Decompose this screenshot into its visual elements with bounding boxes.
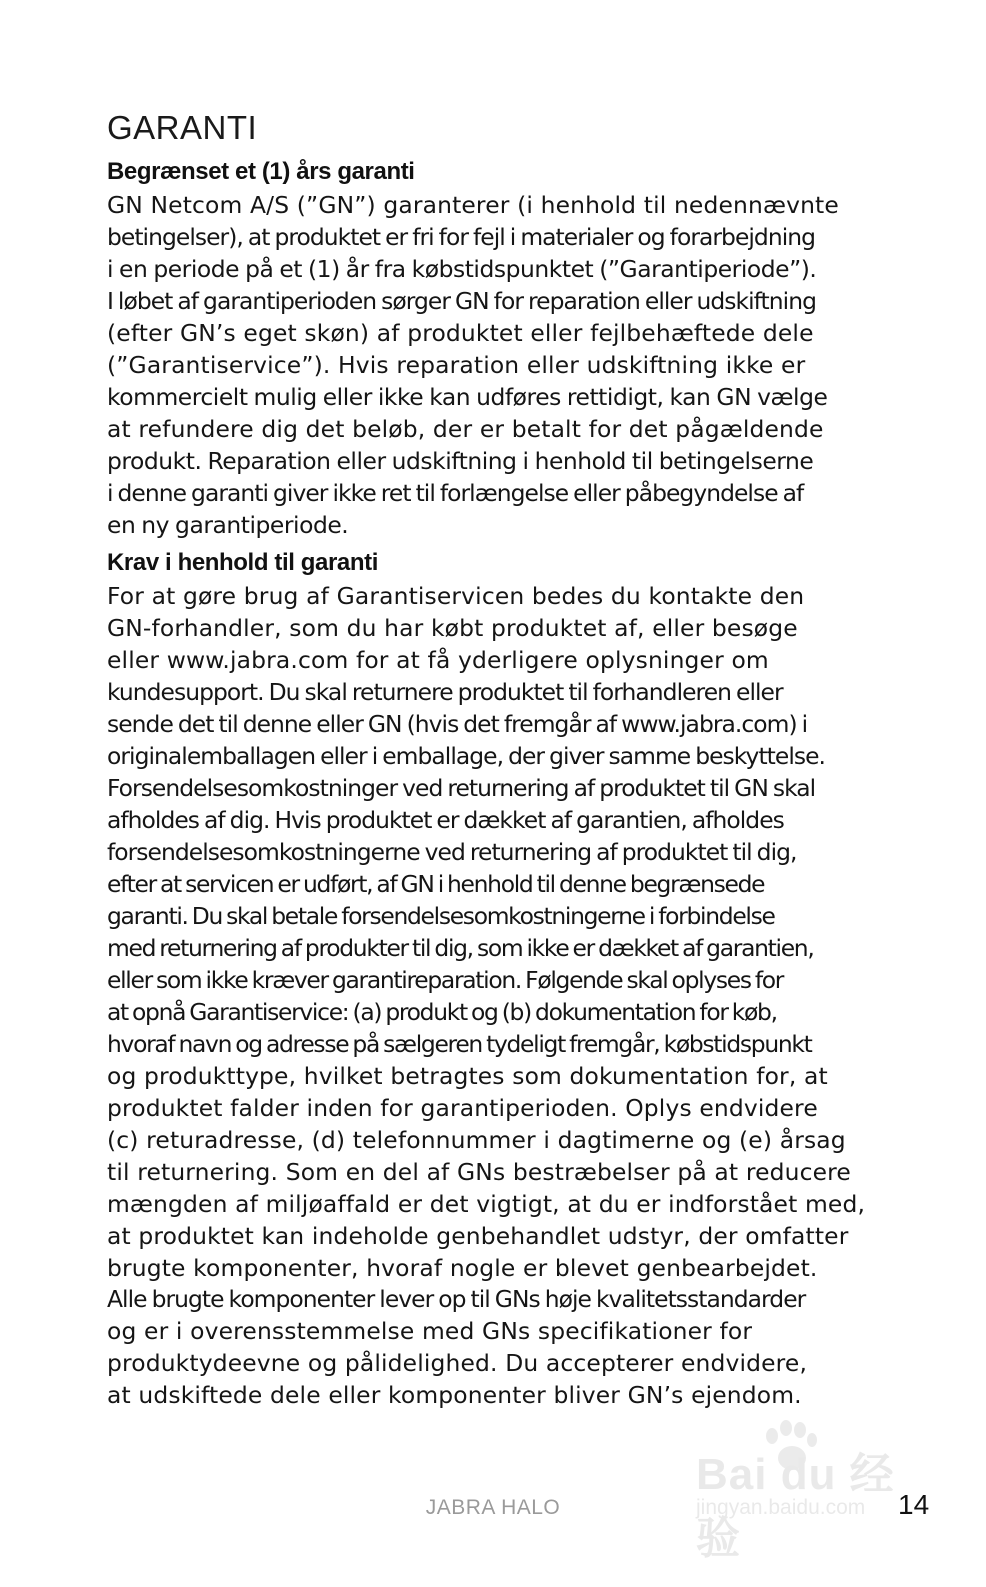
watermark-brand: Bai du 经验: [696, 1450, 895, 1563]
text-line: Alle brugte komponenter lever op til GNs høje kvalitetsstandarder: [107, 1285, 806, 1314]
text-line: og produkttype, hvilket betragtes som dokumentation for, at: [107, 1061, 828, 1090]
text-line: i en periode på et (1) år fra købstidspunktet (”Garantiperiode”).: [107, 254, 817, 283]
text-line: at opnå Garantiservice: (a) produkt og (b) dokumentation for køb,: [107, 997, 777, 1026]
paragraph-limited-warranty: [107, 190, 887, 541]
text-line: GN-forhandler, som du har købt produktet af, eller besøge: [107, 614, 798, 643]
text-line: Forsendelsesomkostninger ved returnering af produktet til GN skal: [107, 774, 816, 803]
text-line: GN Netcom A/S (”GN”) garanterer (i henhold til nedennævnte: [107, 191, 839, 219]
text-line: sende det til denne eller GN (hvis det fremgår af www.jabra.com) i: [107, 710, 808, 739]
text-line: at udskiftede dele eller komponenter bliver GN’s ejendom.: [107, 1381, 802, 1410]
text-line: og er i overensstemmelse med GNs specifikationer for: [107, 1317, 753, 1346]
page-title: GARANTI: [107, 109, 258, 146]
paragraph-warranty-claims: [107, 581, 887, 1412]
text-line: brugte komponenter, hvoraf nogle er blevet genbearbejdet.: [107, 1253, 818, 1282]
text-line: mængden af miljøaffald er det vigtigt, at du er indforstået med,: [107, 1189, 866, 1218]
text-line: produktet falder inden for garantiperioden. Oplys endvidere: [107, 1093, 818, 1122]
text-line: efter at servicen er udført, af GN i henhold til denne begrænsede: [107, 870, 765, 899]
text-line: at produktet kan indeholde genbehandlet udstyr, der omfatter: [107, 1221, 849, 1250]
footer-product-name: JABRA HALO: [425, 1496, 561, 1519]
text-line: en ny garantiperiode.: [107, 510, 349, 539]
text-line: hvoraf navn og adresse på sælgeren tydeligt fremgår, købstidspunkt: [107, 1029, 812, 1058]
text-line: originalemballagen eller i emballage, der giver samme beskyttelse.: [107, 742, 826, 771]
text-line: produktydeevne og pålidelighed. Du accepterer endvidere,: [107, 1349, 808, 1378]
text-line: afholdes af dig. Hvis produktet er dækket af garantien, afholdes: [107, 806, 784, 835]
text-line: til returnering. Som en del af GNs bestræbelser på at reducere: [107, 1157, 851, 1186]
text-line: (efter GN’s eget skøn) af produktet eller fejlbehæftede dele: [107, 318, 814, 347]
text-line: (c) returadresse, (d) telefonnummer i dagtimerne og (e) årsag: [107, 1125, 846, 1154]
watermark-url: jingyan.baidu.com: [696, 1496, 866, 1519]
page-content: [107, 108, 887, 1416]
text-line: I løbet af garantiperioden sørger GN for reparation eller udskiftning: [107, 286, 816, 315]
text-line: med returnering af produkter til dig, som ikke er dækket af garantien,: [107, 933, 814, 962]
text-line: i denne garanti giver ikke ret til forlængelse eller påbegyndelse af: [107, 478, 804, 507]
section-heading-limited-warranty: Begrænset et (1) års garanti: [107, 158, 415, 185]
text-line: kommercielt mulig eller ikke kan udføres rettidigt, kan GN vælge: [107, 382, 828, 411]
text-line: eller www.jabra.com for at få yderligere oplysninger om: [107, 646, 769, 675]
section-heading-warranty-claims: Krav i henhold til garanti: [107, 549, 378, 577]
text-line: eller som ikke kræver garantireparation. Følgende skal oplyses for: [107, 965, 784, 994]
text-line: produkt. Reparation eller udskiftning i henhold til betingelserne: [107, 446, 814, 475]
text-line: forsendelsesomkostningerne ved returnering af produktet til dig,: [107, 838, 797, 867]
text-line: betingelser), at produktet er fri for fejl i materialer og forarbejdning: [107, 222, 816, 251]
text-line: at refundere dig det beløb, der er betalt for det pågældende: [107, 414, 824, 443]
text-line: For at gøre brug af Garantiservicen bedes du kontakte den: [107, 582, 805, 611]
text-line: (”Garantiservice”). Hvis reparation eller udskiftning ikke er: [107, 350, 806, 379]
page-number: 14: [898, 1489, 930, 1520]
text-line: garanti. Du skal betale forsendelsesomkostningerne i forbindelse: [107, 902, 775, 931]
text-line: kundesupport. Du skal returnere produktet til forhandleren eller: [107, 678, 783, 707]
